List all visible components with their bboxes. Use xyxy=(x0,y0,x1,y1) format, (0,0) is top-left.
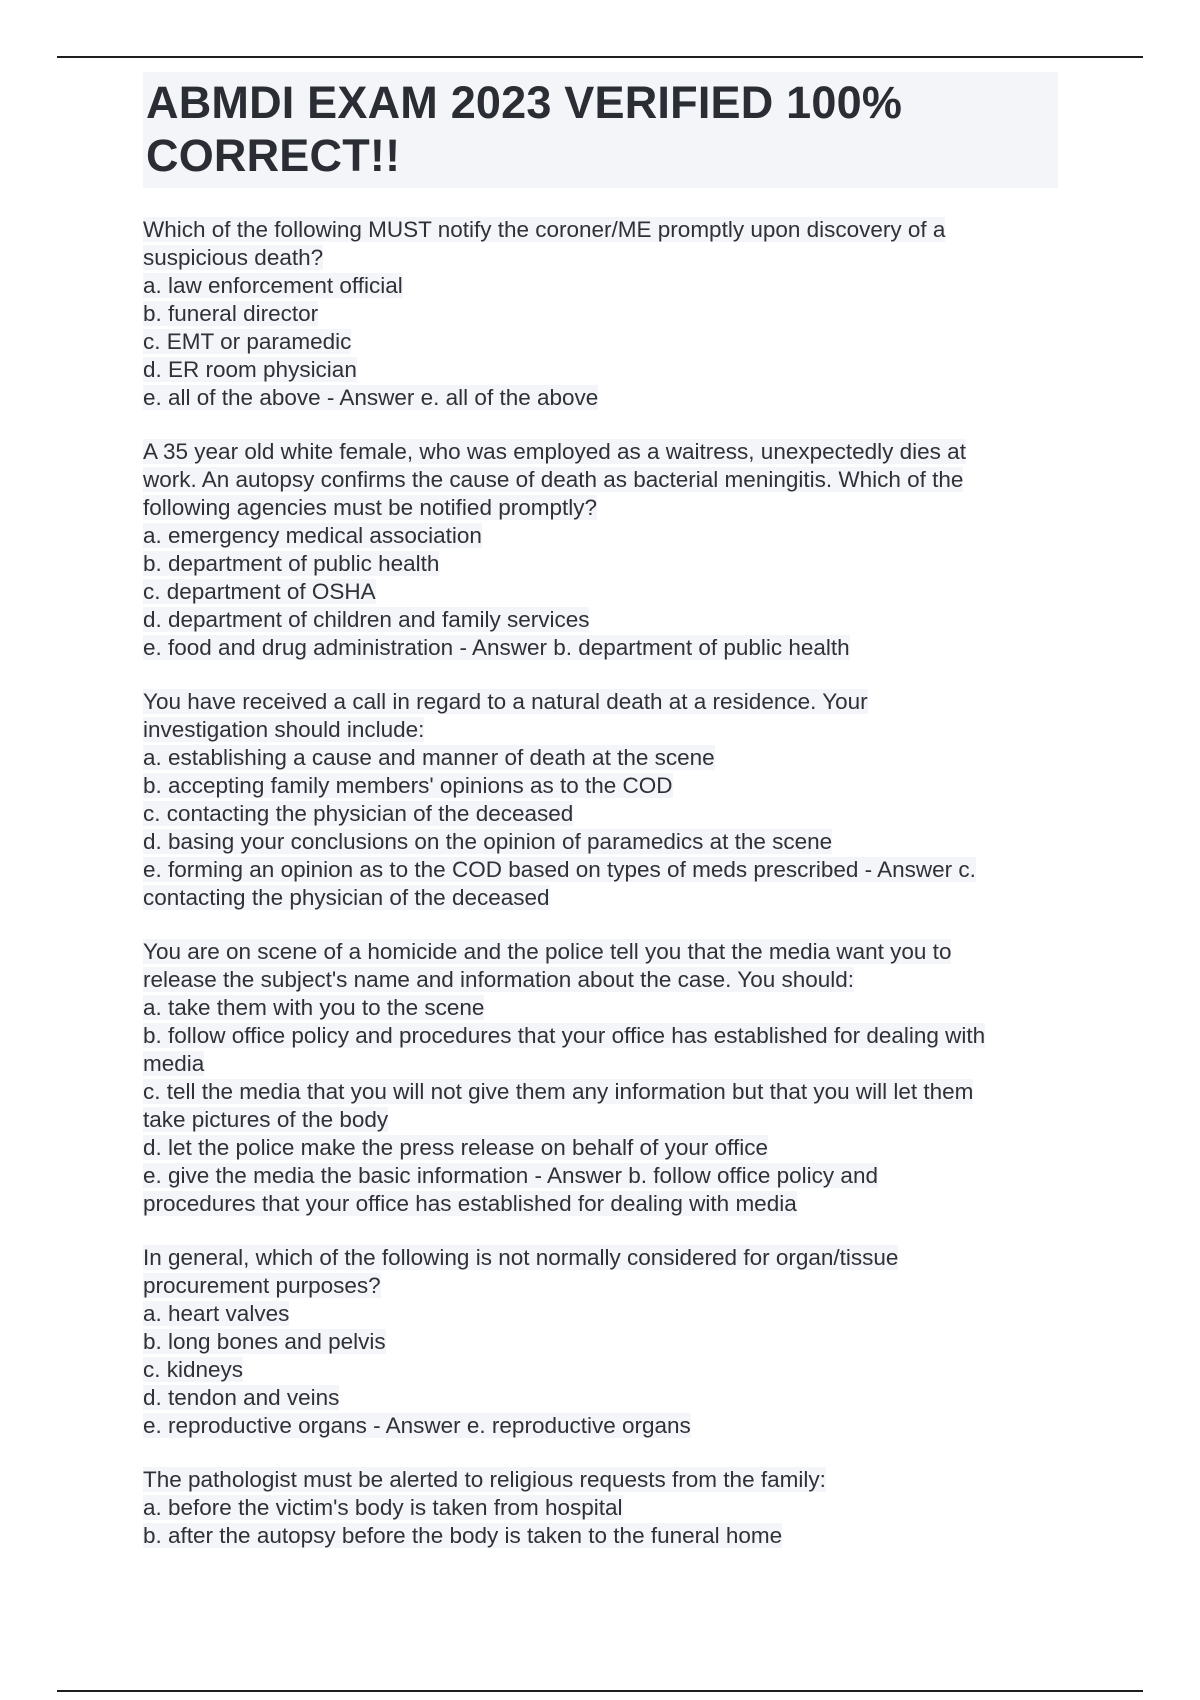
question-stem: following agencies must be notified promptly? xyxy=(143,495,597,520)
bottom-rule xyxy=(57,1690,1143,1692)
answer-option: e. all of the above - Answer e. all of the above xyxy=(143,385,599,410)
question-stem: Which of the following MUST notify the coroner/ME promptly upon discovery of a xyxy=(143,217,946,242)
answer-option: contacting the physician of the deceased xyxy=(143,885,550,910)
question-4 xyxy=(143,938,1058,1218)
answer-option: d. ER room physician xyxy=(143,357,357,382)
question-stem-line xyxy=(143,244,1058,272)
answer-option: take pictures of the body xyxy=(143,1107,389,1132)
answer-option: media xyxy=(143,1051,205,1076)
answer-option: b. department of public health xyxy=(143,551,440,576)
answer-option: c. contacting the physician of the deceased xyxy=(143,801,574,826)
answer-option: b. long bones and pelvis xyxy=(143,1329,386,1354)
document-body xyxy=(143,72,1058,1576)
answer-option: a. before the victim's body is taken from hospital xyxy=(143,1495,623,1520)
question-stem-line xyxy=(143,216,1058,244)
document-title: ABMDI EXAM 2023 VERIFIED 100% CORRECT!! xyxy=(146,77,903,181)
answer-option: c. EMT or paramedic xyxy=(143,329,352,354)
answer-option: e. reproductive organs - Answer e. reproductive organs xyxy=(143,1413,691,1438)
answer-option: d. basing your conclusions on the opinion of paramedics at the scene xyxy=(143,829,833,854)
question-stem: investigation should include: xyxy=(143,717,425,742)
answer-option: a. heart valves xyxy=(143,1301,290,1326)
answer-option: c. kidneys xyxy=(143,1357,244,1382)
answer-option: procedures that your office has established for dealing with media xyxy=(143,1191,797,1216)
answer-option: b. funeral director xyxy=(143,301,319,326)
question-6 xyxy=(143,1466,1058,1550)
answer-option: e. give the media the basic information - Answer b. follow office policy and xyxy=(143,1163,878,1188)
question-5 xyxy=(143,1244,1058,1440)
answer-option: c. department of OSHA xyxy=(143,579,376,604)
question-stem: procurement purposes? xyxy=(143,1273,381,1298)
answer-option: b. follow office policy and procedures that your office has established for dealing with xyxy=(143,1023,986,1048)
answer-option: e. forming an opinion as to the COD based on types of meds prescribed - Answer c. xyxy=(143,857,976,882)
answer-option: a. law enforcement official xyxy=(143,273,403,298)
answer-option: a. emergency medical association xyxy=(143,523,482,548)
question-3 xyxy=(143,688,1058,912)
question-stem: A 35 year old white female, who was employed as a waitress, unexpectedly dies at xyxy=(143,439,966,464)
question-stem: release the subject's name and information about the case. You should: xyxy=(143,967,855,992)
question-stem: work. An autopsy confirms the cause of death as bacterial meningitis. Which of the xyxy=(143,467,964,492)
answer-option: d. department of children and family services xyxy=(143,607,590,632)
question-stem: In general, which of the following is not normally considered for organ/tissue xyxy=(143,1245,899,1270)
answer-option: a. establishing a cause and manner of death at the scene xyxy=(143,745,715,770)
answer-option: c. tell the media that you will not give them any information but that you will let them xyxy=(143,1079,974,1104)
answer-option: a. take them with you to the scene xyxy=(143,995,485,1020)
answer-option: b. after the autopsy before the body is taken to the funeral home xyxy=(143,1523,783,1548)
answer-option: d. let the police make the press release on behalf of your office xyxy=(143,1135,768,1160)
question-stem: You have received a call in regard to a natural death at a residence. Your xyxy=(143,689,868,714)
top-rule xyxy=(57,56,1143,58)
question-stem: You are on scene of a homicide and the police tell you that the media want you to xyxy=(143,939,952,964)
question-2 xyxy=(143,438,1058,662)
answer-option: d. tendon and veins xyxy=(143,1385,340,1410)
answer-option: e. food and drug administration - Answer b. department of public health xyxy=(143,635,850,660)
question-stem: suspicious death? xyxy=(143,245,324,270)
answer-option: b. accepting family members' opinions as to the COD xyxy=(143,773,673,798)
question-1 xyxy=(143,216,1058,412)
title-block xyxy=(143,72,1058,188)
question-stem: The pathologist must be alerted to religious requests from the family: xyxy=(143,1467,826,1492)
